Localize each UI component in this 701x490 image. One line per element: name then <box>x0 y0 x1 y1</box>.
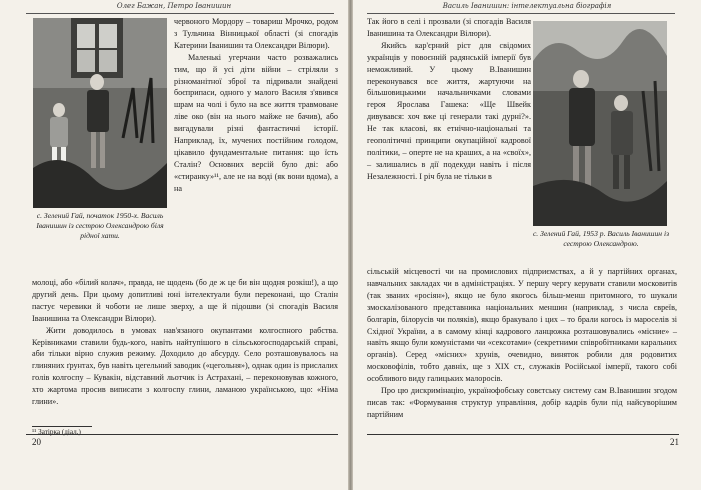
footnote: ¹¹ Затірка (діал.) <box>32 428 81 436</box>
paragraph: Маленькі угерчани часто розважались тим, що й усі діти війни – стріляли з різноманітної зброї та підривали знайдені боєприпаси, одного у малого Василя з'явився шрам на чолі і було на все життя травмоване ліве око (він на нього майже не бачив), або вигадували різні фантастичні історії. Наприклад, їх, мучених постійним голодом, цікавило фундаментальне питання: що їсть Сталін? Основних версій було дві: або «стиранку»¹¹, але не на воді (як вони вдома), а на <box>174 52 338 193</box>
footnote-rule <box>32 426 92 427</box>
paragraph: Жити доводилось в умовах нав'язаного окупантами колгоспного рабства. Керівниками ставили будь-кого, навіть найтупішого в сільськогосподарській справі, аби тільки вірно служив режиму. Доходило до абсурду. Село розташовувалось на глиняних ґрунтах, був навіть цегельний заводик («цегольня»), однак один із прислалих голів колгоспу – Кувакін, відставний льотчик із Астрахані, – переконовував кожного, хто жартома просив виписати з колгоспу глини, ламаною українською, що: «Німа глини». <box>32 325 338 407</box>
left-full-column <box>32 277 338 408</box>
right-page-number: 21 <box>670 437 679 447</box>
right-full-column <box>367 266 677 421</box>
right-narrow-column <box>367 16 531 183</box>
paragraph: Якийсь кар'єрний ріст для свідомих українців у повоєнній радянській імперії був неможливий. У цьому В.Іванишин переконувався все життя, жартуючи на більшовицькими начальничками словами героя Ярослава Гашека: «Ще Швейк дивувався: хоч вже ці генерали такі дурні?». Не так класові, як етнічно-національні та геополітичні принципи окупаційної кадрової політики, – оперте не на краших, а на «своїх», – залишались в дії подекуди навіть і після Незалежності. І річ була не тільки в <box>367 40 531 181</box>
left-bottom-rule <box>26 434 338 435</box>
paragraph: молоці, або «білий колач», правда, не щодень (бо де ж це би він щодня розкіш!), а що другий день. При цьому допитливі юні інтелектуали були переконані, що Сталін пастує черевики й чоботи не лише зверху, а ще й підошви (зі спогадів Василя Іванишина та Олександри Вілюри). <box>32 278 338 323</box>
photo-right-image <box>533 21 667 226</box>
right-header-rule <box>367 13 675 14</box>
paragraph: червоного Мордору – товариш Мрочко, родом з Тульчина Вінницької області (зі спогадів Катерини Іванишин та Олександри Вілюри). <box>174 17 338 50</box>
left-narrow-column <box>174 16 338 195</box>
photo-siblings-in-garden <box>533 21 667 226</box>
paragraph: сільській місцевості чи на промислових підприємствах, а й у партійних органах, навчальних закладах чи в адміністраціях. У першу чергу керувати ставили московитів (так званих «росіян»), якщо не було якогось більш-менш притомного, то шукали змоскалізованого представника національних меншин (наприклад, з числа євреїв, болгарів, білорусів чи поляків), якщо бракувало і цих – то брали когось із мароселів зі Східної України, а в самому кінці кадрового ланцюжка розташовувались «місние» – навіть якщо були комуністами чи «сексотами» (секретними співробітниками каральних органів). Серед «місних» хрунів, очевидно, виняток робили для родовитих московофілів, тобто давніх, ще з XIX ст., служаків Російської імперії, такого собі особливого виду галицьких малоросів. <box>367 267 677 384</box>
left-page-number: 20 <box>32 437 41 447</box>
photo-left-image <box>33 18 167 208</box>
paragraph: Про цю дискримінацію, українофобську совєтську систему сам В.Іванишин згодом писав так: «Формування структур управління, добір кадрів були під найсуворішим партійним <box>367 386 677 419</box>
paragraph: Так його в селі і прозвали (зі спогадів Василя Іванишина та Олександри Вілюри). <box>367 17 531 38</box>
right-running-head: Василь Іванишин: інтелектуальна біографія <box>442 2 612 10</box>
left-running-head: Олег Бажан, Петро Іванишин <box>116 2 232 10</box>
left-header-rule <box>26 13 334 14</box>
right-bottom-rule <box>367 434 679 435</box>
right-photo-caption: с. Зелений Гай, 1953 р. Василь Іванишин із сестрою Олександрою. <box>532 229 670 248</box>
photo-children-by-house <box>33 18 167 208</box>
left-page <box>0 0 348 490</box>
left-photo-caption: с. Зелений Гай, початок 1950-х. Василь Іванишин із сестрою Олександрою біля рідної хати. <box>36 211 164 240</box>
